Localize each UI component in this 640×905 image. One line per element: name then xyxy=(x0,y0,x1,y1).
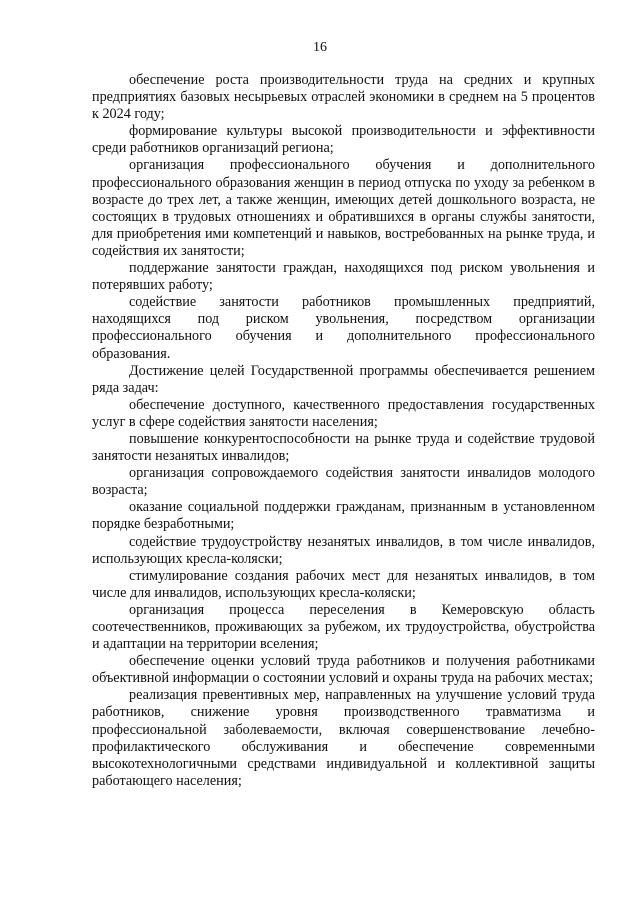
paragraph: обеспечение оценки условий труда работников и получения работниками объективной информации о состоянии условий и охраны труда на рабочих местах; xyxy=(92,653,595,687)
paragraph: обеспечение доступного, качественного предоставления государственных услуг в сфере содействия занятости населения; xyxy=(92,396,595,430)
page-number: 16 xyxy=(313,40,327,55)
paragraph: Достижение целей Государственной программы обеспечивается решением ряда задач: xyxy=(92,362,595,396)
paragraph: реализация превентивных мер, направленных на улучшение условий труда работников, снижение уровня производственного травматизма и профессиональной заболеваемости, включая совершенствование лечебно-профилактического обслуживания и обеспечение современными высокотехнологичными средствами индивидуальной и коллективной защиты работающего населения; xyxy=(92,687,595,789)
paragraph: организация процесса переселения в Кемеровскую область соотечественников, проживающих за рубежом, их трудоустройства, обустройства и адаптации на территории вселения; xyxy=(92,601,595,653)
paragraph: повышение конкурентоспособности на рынке труда и содействие трудовой занятости незанятых инвалидов; xyxy=(92,430,595,465)
paragraph: формирование культуры высокой производительности и эффективности среди работников организаций региона; xyxy=(92,123,595,157)
paragraph: организация сопровождаемого содействия занятости инвалидов молодого возраста; xyxy=(92,465,595,499)
paragraph: оказание социальной поддержки гражданам, признанным в установленном порядке безработными; xyxy=(92,499,595,533)
paragraph: организация профессионального обучения и дополнительного профессионального образования женщин в период отпуска по уходу за ребенком в возрасте до трех лет, а также женщин, имеющих детей дошкольного возраста, не состоящих в трудовых отношениях и обратившихся в органы службы занятости, для приобретения ими компетенций и навыков, востребованных на рынке труда, и содействия их занятости; xyxy=(92,157,595,259)
paragraph: содействие трудоустройству незанятых инвалидов, в том числе инвалидов, использующих кресла-коляски; xyxy=(92,533,595,567)
paragraph: содействие занятости работников промышленных предприятий, находящихся под риском увольнения, посредством организации профессионального обучения и дополнительного профессионального образования. xyxy=(92,294,595,362)
paragraph: стимулирование создания рабочих мест для незанятых инвалидов, в том числе для инвалидов, использующих кресла-коляски; xyxy=(92,567,595,601)
paragraph: поддержание занятости граждан, находящихся под риском увольнения и потерявших работу; xyxy=(92,260,595,294)
document-body xyxy=(92,72,595,790)
paragraph: обеспечение роста производительности труда на средних и крупных предприятиях базовых несырьевых отраслей экономики в среднем на 5 процентов к 2024 году; xyxy=(92,72,595,123)
